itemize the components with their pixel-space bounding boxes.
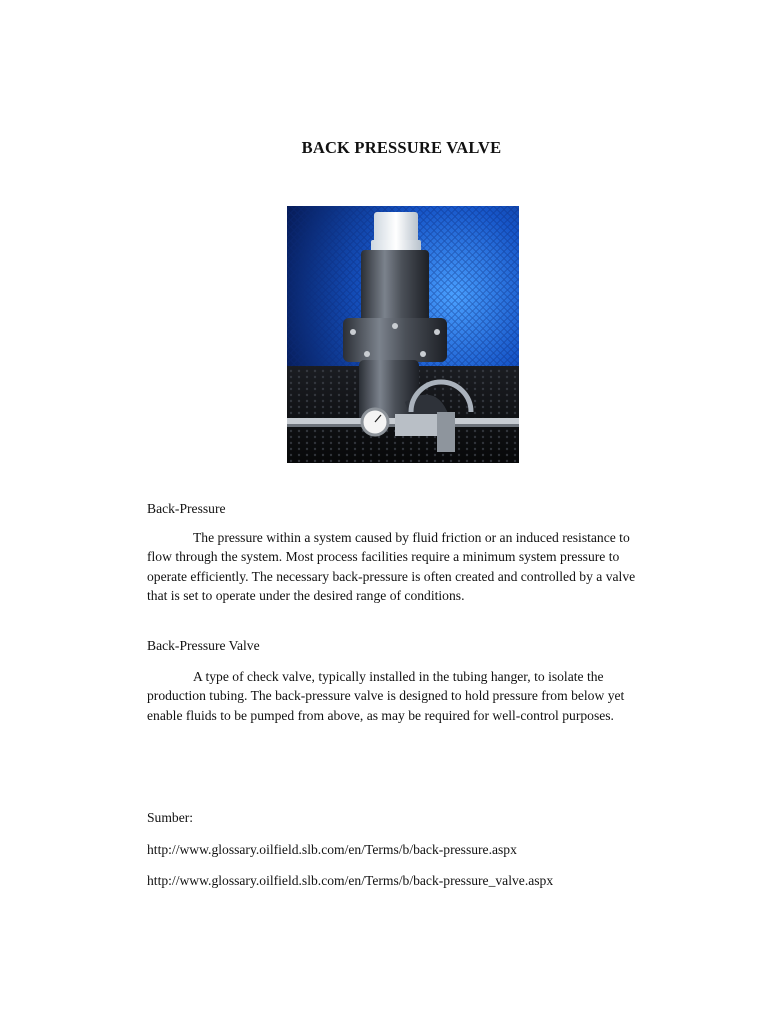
section-body-back-pressure-valve: A type of check valve, typically installed in the tubing hanger, to isolate the production tubing. The back-pressure valve is designed to hold pressure from below yet enable fluids to be pumped from above, as may be required for well-control purposes. [147,669,625,723]
section-heading-back-pressure: Back-Pressure [147,501,226,516]
section-heading-back-pressure-valve: Back-Pressure Valve [147,638,260,653]
sources-label: Sumber: [147,810,194,825]
document-title: BACK PRESSURE VALVE [301,138,502,157]
source-link-back-pressure-valve[interactable]: http://www.glossary.oilfield.slb.com/en/Terms/b/back-pressure_valve.aspx [147,873,554,888]
section-body-back-pressure: The pressure within a system caused by fluid friction or an induced resistance to flow through the system. Most process facilities require a minimum system pressure to operate efficiently. The necessary back-pressure is often created and controlled by a valve that is set to operate under the desired range of conditions. [147,530,636,603]
source-link-back-pressure[interactable]: http://www.glossary.oilfield.slb.com/en/Terms/b/back-pressure.aspx [147,842,517,857]
back-pressure-valve-photo [287,206,519,463]
